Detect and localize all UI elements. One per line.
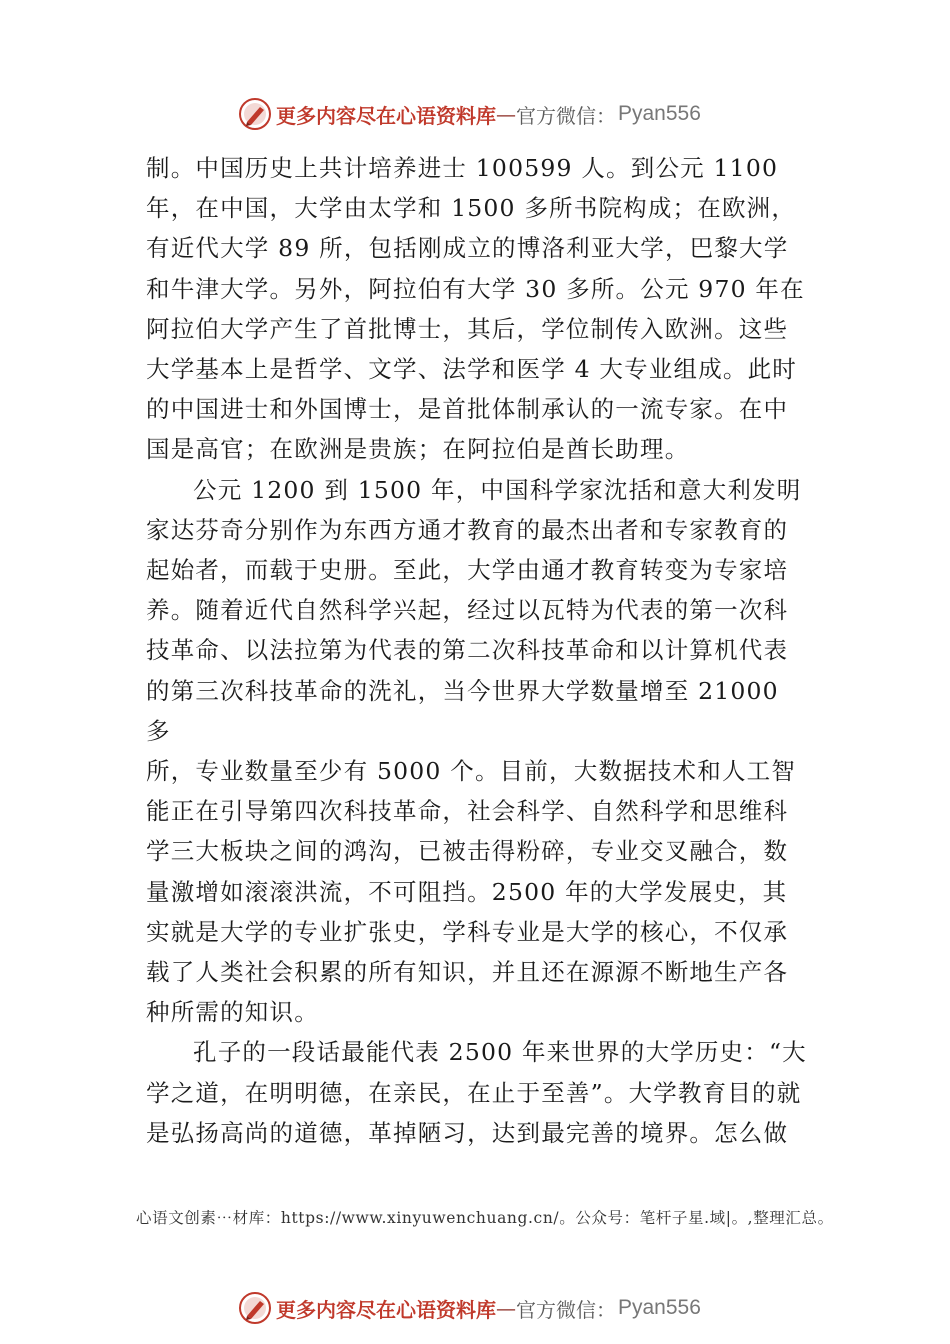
paragraph-4: 孔子的一段话最能代表 2500 年来世界的大学历史：“大学之道，在明明德，在亲民，在止于至善”。大学教育目的就是弘扬高尚的道德，革掉陋习，达到最完善的境界。怎么做 [146,1038,807,1147]
banner-dash: — [496,1296,516,1320]
pen-logo-icon [238,1291,272,1325]
footer-source-note: 心语文创素⋯材库：https://www.xinyuwenchuang.cn/。公众号：笔杆子星.域|。,整理汇总。 [136,1209,834,1227]
banner-wechat-id: Pyan556 [618,102,701,125]
footer-banner [238,1291,758,1325]
banner-wechat-label: 官方微信： [516,103,616,128]
banner-wechat-label: 官方微信： [516,1297,616,1322]
paragraph-2: 公元 1200 到 1500 年，中国科学家沈括和意大利发明家达芬奇分别作为东西方通才教育的最杰出者和专家教育的起始者，而载于史册。至此，大学由通才教育转变为专家培养。随着近代自然科学兴起，经过以瓦特为代表的第一次科技革命、以法拉第为代表的第二次科技革命和以计算机代表的第三次科技革命的洗礼，当今世界大学数量增至 21000 多 [146,475,802,745]
header-banner [238,97,758,131]
banner-dash: — [496,102,516,126]
banner-slogan: 更多内容尽在心语资料库 [276,103,496,128]
paragraph-1: 制。中国历史上共计培养进士 100599 人。到公元 1100 年，在中国，大学由太学和 1500 多所书院构成；在欧洲，有近代大学 89 所，包括刚成立的博洛利亚大学，巴黎大学和牛津大学。另外，阿拉伯有大学 30 多所。公元 970 年在阿拉伯大学产生了首批博士，其后，学位制传入欧洲。这些大学基本上是哲学、文学、法学和医学 4 大专业组成。此时的中国进士和外国博士，是首批体制承认的一流专家。在中国是高官；在欧洲是贵族；在阿拉伯是酋长助理。 [146,154,805,464]
banner-wechat-id: Pyan556 [618,1296,701,1319]
banner-slogan: 更多内容尽在心语资料库 [276,1297,496,1322]
paragraph-3: 所，专业数量至少有 5000 个。目前，大数据技术和人工智能正在引导第四次科技革命，社会科学、自然科学和思维科学三大板块之间的鸿沟，已被击得粉碎，专业交叉融合，数量激增如滚滚洪流，不可阻挡。2500 年的大学发展史，其实就是大学的专业扩张史，学科专业是大学的核心，不仅承载了人类社会积累的所有知识，并且还在源源不断地生产各种所需的知识。 [146,757,797,1027]
article-body [146,148,810,1153]
pen-logo-icon [238,97,272,131]
